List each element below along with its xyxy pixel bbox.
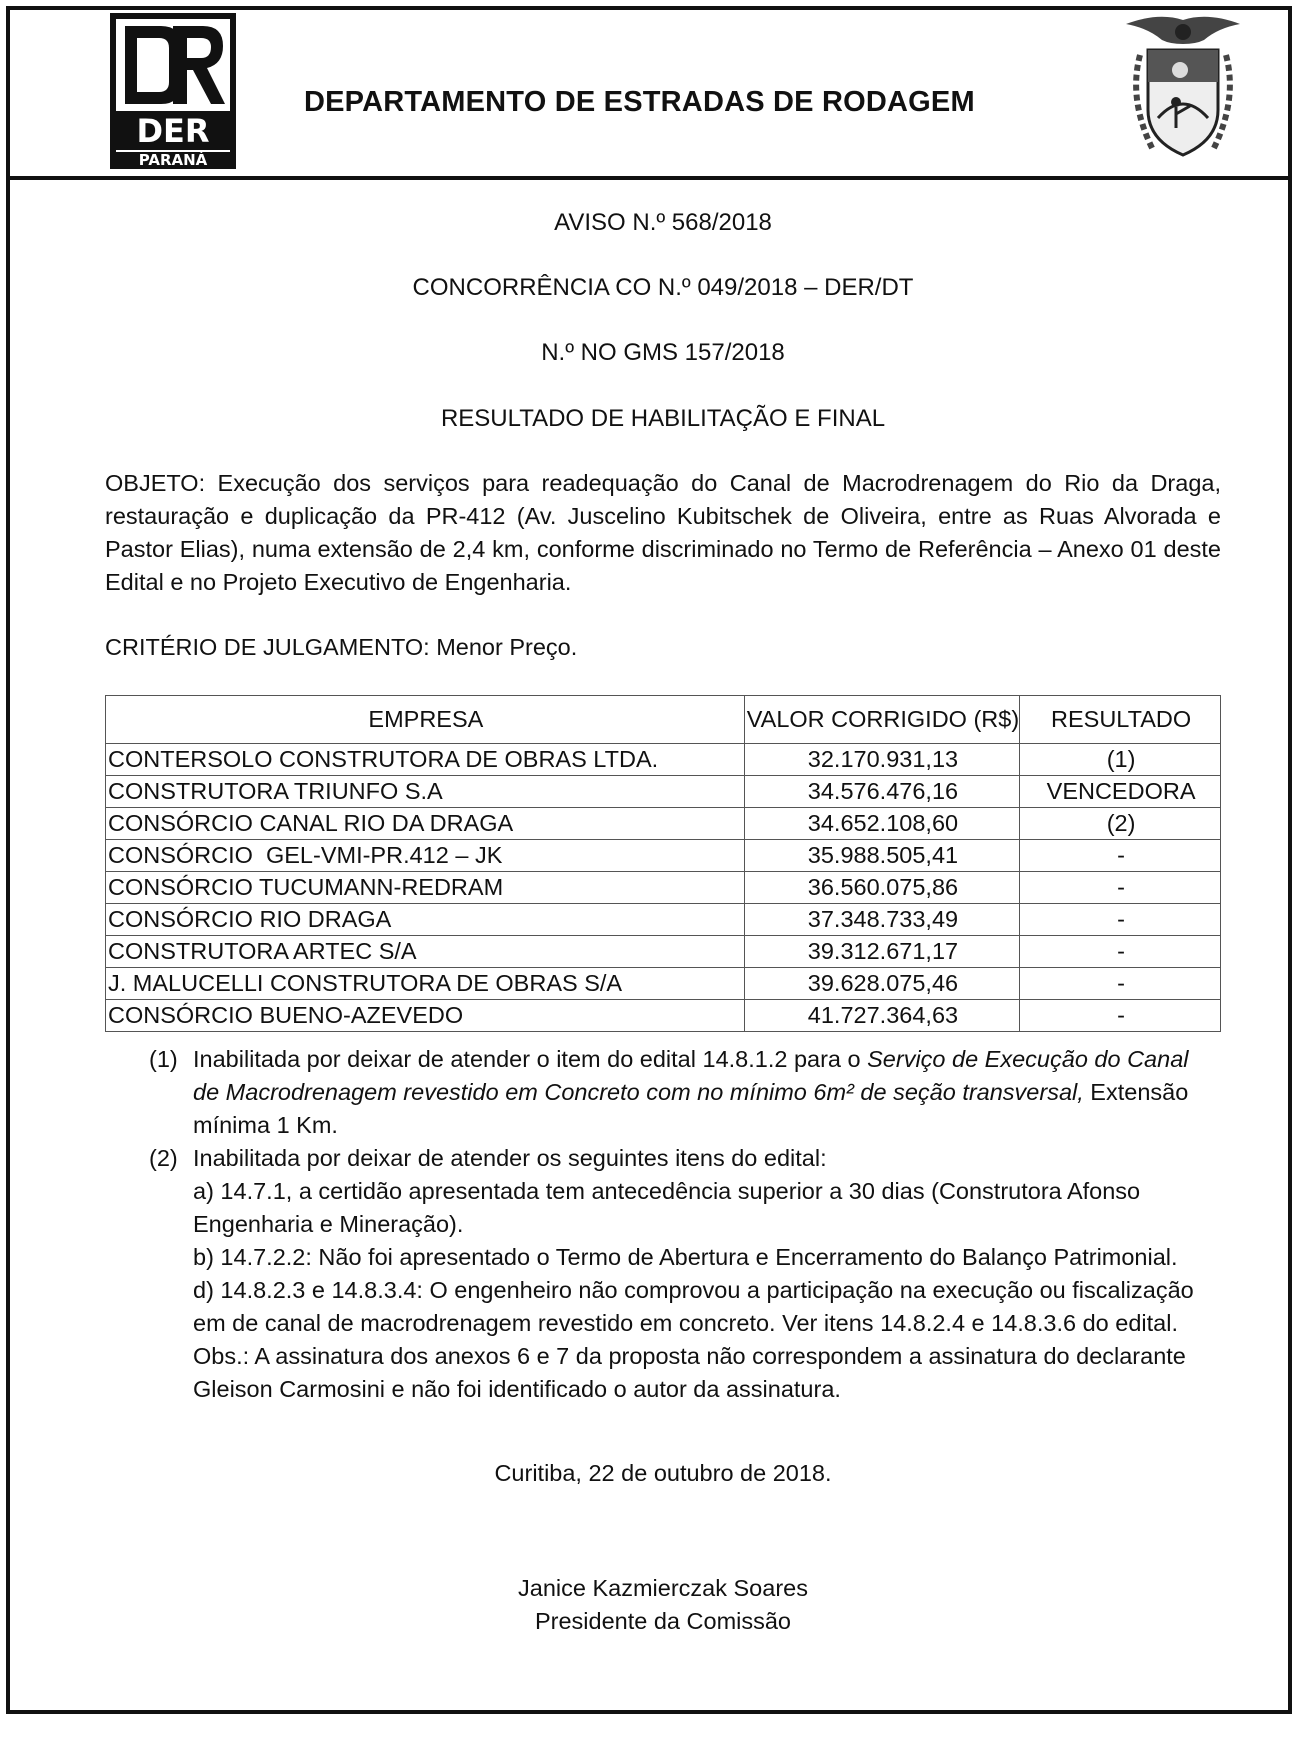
objeto-paragraph: OBJETO: Execução dos serviços para readequação do Canal de Macrodrenagem do Rio da Draga, restauração e duplicação da PR-412 (Av. Juscelino Kubitschek de Oliveira, entre as Ruas Alvorada e Pastor Elias), numa extensão de 2,4 km, conforme discriminado no Termo de Referência – Anexo 01 deste Edital e no Projeto Executivo de Engenharia. — [105, 470, 1221, 595]
header-empresa: EMPRESA — [106, 696, 745, 744]
cell-resultado: - — [1020, 872, 1221, 904]
cell-resultado: - — [1020, 904, 1221, 936]
footnotes — [105, 1043, 1221, 1406]
table-header-row — [106, 696, 1221, 744]
cell-valor: 36.560.075,86 — [744, 872, 1019, 904]
results-table — [105, 695, 1221, 1032]
table-row — [106, 744, 1221, 776]
cell-valor: 37.348.733,49 — [744, 904, 1019, 936]
aviso-number: AVISO N.º 568/2018 — [554, 209, 772, 236]
concorrencia-number: CONCORRÊNCIA CO N.º 049/2018 – DER/DT — [412, 274, 914, 301]
department-title: DEPARTAMENTO DE ESTRADAS DE RODAGEM — [304, 86, 975, 118]
cell-resultado: - — [1020, 968, 1221, 1000]
footnote-2-text: Inabilitada por deixar de atender os seguintes itens do edital: — [193, 1145, 827, 1171]
cell-empresa: CONSÓRCIO BUENO-AZEVEDO — [106, 1000, 745, 1032]
footnote-1-label: (1) — [149, 1046, 178, 1072]
cell-empresa: CONSTRUTORA TRIUNFO S.A — [106, 776, 745, 808]
parana-coat-of-arms-icon — [1118, 10, 1248, 170]
cell-valor: 34.576.476,16 — [744, 776, 1019, 808]
table-row — [106, 968, 1221, 1000]
header-resultado: RESULTADO — [1020, 696, 1221, 744]
der-logo — [109, 12, 237, 170]
table-row — [106, 872, 1221, 904]
cell-valor: 39.628.075,46 — [744, 968, 1019, 1000]
footnote-2-label: (2) — [149, 1145, 178, 1171]
signer-role: Presidente da Comissão — [534, 1608, 792, 1634]
svg-text:DER: DER — [136, 112, 210, 150]
result-heading: RESULTADO DE HABILITAÇÃO E FINAL — [440, 405, 886, 432]
header-valor: VALOR CORRIGIDO (R$) — [744, 696, 1019, 744]
gms-number: N.º NO GMS 157/2018 — [541, 339, 785, 366]
table-row — [106, 904, 1221, 936]
cell-empresa: CONSÓRCIO GEL-VMI-PR.412 – JK — [106, 840, 745, 872]
cell-valor: 34.652.108,60 — [744, 808, 1019, 840]
table-row — [106, 840, 1221, 872]
cell-resultado: - — [1020, 1000, 1221, 1032]
footnote-1 — [105, 1043, 1221, 1142]
cell-empresa: CONSÓRCIO TUCUMANN-REDRAM — [106, 872, 745, 904]
cell-resultado: (1) — [1020, 744, 1221, 776]
table-row — [106, 776, 1221, 808]
table-row — [106, 808, 1221, 840]
footnote-1-text: Inabilitada por deixar de atender o item do edital 14.8.1.2 para o Serviço de Execução do Canal de Macrodrenagem revestido em Concreto com no mínimo 6m² de seção transversal, Extensão mínima 1 Km. — [193, 1046, 1189, 1138]
cell-resultado: VENCEDORA — [1020, 776, 1221, 808]
cell-empresa: J. MALUCELLI CONSTRUTORA DE OBRAS S/A — [106, 968, 745, 1000]
cell-resultado: - — [1020, 840, 1221, 872]
cell-valor: 32.170.931,13 — [744, 744, 1019, 776]
cell-resultado: (2) — [1020, 808, 1221, 840]
cell-empresa: CONTERSOLO CONSTRUTORA DE OBRAS LTDA. — [106, 744, 745, 776]
cell-valor: 35.988.505,41 — [744, 840, 1019, 872]
cell-valor: 39.312.671,17 — [744, 936, 1019, 968]
svg-text:PARANÁ: PARANÁ — [138, 151, 208, 169]
cell-resultado: - — [1020, 936, 1221, 968]
footnote-2-item-d: d) 14.8.2.3 e 14.8.3.4: O engenheiro não comprovou a participação na execução ou fiscalização em de canal de macrodrenagem revestido em concreto. Ver itens 14.8.2.4 e 14.8.3.6 do edital. — [193, 1277, 1194, 1336]
document-header — [6, 6, 1292, 180]
cell-valor: 41.727.364,63 — [744, 1000, 1019, 1032]
table-row — [106, 936, 1221, 968]
footnote-2-obs: Obs.: A assinatura dos anexos 6 e 7 da proposta não correspondem a assinatura do declarante Gleison Carmosini e não foi identificado o autor da assinatura. — [193, 1343, 1186, 1402]
cell-empresa: CONSTRUTORA ARTEC S/A — [106, 936, 745, 968]
cell-empresa: CONSÓRCIO CANAL RIO DA DRAGA — [106, 808, 745, 840]
signer-name: Janice Kazmierczak Soares — [518, 1575, 808, 1601]
footnote-2-item-a: a) 14.7.1, a certidão apresentada tem antecedência superior a 30 dias (Construtora Afonso Engenharia e Mineração). — [193, 1178, 1141, 1237]
footnote-2 — [105, 1142, 1221, 1175]
footnote-2-item-b: b) 14.7.2.2: Não foi apresentado o Termo de Abertura e Encerramento do Balanço Patrimonial. — [193, 1244, 1178, 1270]
table-row — [106, 1000, 1221, 1032]
cell-empresa: CONSÓRCIO RIO DRAGA — [106, 904, 745, 936]
criterio-line: CRITÉRIO DE JULGAMENTO: Menor Preço. — [105, 634, 578, 660]
place-date: Curitiba, 22 de outubro de 2018. — [494, 1460, 832, 1486]
